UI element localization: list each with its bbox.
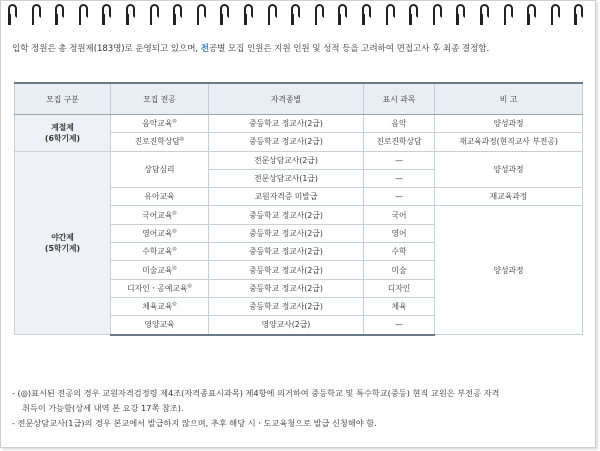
cert-cell: 중등학교 정교사(2급) <box>209 224 364 242</box>
binder-ring-icon <box>124 4 138 26</box>
major-cell: 영어교육◎ <box>111 224 209 242</box>
binder-ring-icon <box>148 4 162 26</box>
note-cell: 양성과정 <box>435 115 583 133</box>
major-cell: 유아교육 <box>111 188 209 206</box>
binder-ring-icon <box>100 4 114 26</box>
binder-ring-icon <box>313 4 327 26</box>
cert-cell: 전문상담교사(1급) <box>209 169 364 187</box>
intro-text <box>12 42 489 54</box>
table-row <box>15 115 583 133</box>
cert-cell: 중등학교 정교사(2급) <box>209 297 364 315</box>
major-cell: 수학교육◎ <box>111 243 209 261</box>
intro-part2: 공별 모집 인원은 지원 인원 및 성적 등을 고려하여 면접고사 후 최종 결정함. <box>208 44 490 54</box>
binder-ring-icon <box>242 4 256 26</box>
cert-cell: 중등학교 정교사(2급) <box>209 261 364 279</box>
binder-ring-icon <box>431 4 445 26</box>
cert-cell: 중등학교 정교사(2급) <box>209 243 364 261</box>
binder-ring-icon <box>53 4 67 26</box>
cert-cell: 중등학교 정교사(2급) <box>209 279 364 297</box>
header-note: 비 고 <box>435 83 583 115</box>
cert-cell: 중등학교 정교사(2급) <box>209 133 364 151</box>
group-evening: 야간제 (5학기제) <box>15 151 111 334</box>
footnote-1-continued: 취득이 가능함(상세 내역 본 요강 17쪽 참조). <box>22 403 184 413</box>
subject-cell: 국어 <box>364 206 435 224</box>
intro-part1: 입학 정원은 총 정원제(183명)로 운영되고 있으며, <box>12 44 201 54</box>
binder-ring-icon <box>407 4 421 26</box>
subject-cell: 체육 <box>364 297 435 315</box>
intro-highlight: 전 <box>200 44 209 54</box>
note-cell: 재교육과정 <box>435 188 583 206</box>
header-certificate: 자격종별 <box>209 83 364 115</box>
subject-cell: 디자인 <box>364 279 435 297</box>
major-cell: 영양교육 <box>111 316 209 335</box>
major-cell: 미술교육◎ <box>111 261 209 279</box>
major-cell: 상담심리 <box>111 151 209 188</box>
subject-cell: — <box>364 151 435 169</box>
binder-ring-icon <box>6 4 20 26</box>
subject-cell: — <box>364 316 435 335</box>
binder-ring-icon <box>360 4 374 26</box>
cert-cell: 중등학교 정교사(2급) <box>209 206 364 224</box>
subject-cell: 음악 <box>364 115 435 133</box>
binder-ring-icon <box>454 4 468 26</box>
major-cell: 디자인ㆍ공예교육◎ <box>111 279 209 297</box>
binder-ring-icon <box>525 4 539 26</box>
table-header-row <box>15 83 583 115</box>
subject-cell: — <box>364 169 435 187</box>
footnotes <box>12 386 499 431</box>
binder-ring-icon <box>77 4 91 26</box>
binder-ring-icon <box>384 4 398 26</box>
binder-ring-icon <box>336 4 350 26</box>
recruitment-table <box>14 82 583 336</box>
binder-rings <box>6 0 596 32</box>
note-cell: 양성과정 <box>435 151 583 188</box>
table-row <box>15 151 583 169</box>
group-seasonal: 계절제 (6학기제) <box>15 115 111 152</box>
subject-cell: — <box>364 188 435 206</box>
binder-ring-icon <box>195 4 209 26</box>
binder-ring-icon <box>502 4 516 26</box>
cert-cell: 교원자격증 미발급 <box>209 188 364 206</box>
binder-ring-icon <box>549 4 563 26</box>
binder-ring-icon <box>30 4 44 26</box>
binder-ring-icon <box>289 4 303 26</box>
footnote-2: - 전문상담교사(1급)의 경우 본교에서 발급하지 않으며, 추후 해당 시ㆍ도교육청으로 발급 신청해야 함. <box>12 418 377 428</box>
major-cell: 체육교육◎ <box>111 297 209 315</box>
binder-ring-icon <box>218 4 232 26</box>
binder-ring-icon <box>572 4 586 26</box>
cert-cell: 전문상담교사(2급) <box>209 151 364 169</box>
header-category: 모집 구분 <box>15 83 111 115</box>
major-cell: 국어교육◎ <box>111 206 209 224</box>
cert-cell: 영양교사(2급) <box>209 316 364 335</box>
footnote-1: - (◎)표시된 전공의 경우 교원자격검정령 제4조(자격종표시과목) 제4항에 의거하여 중등학교 및 특수학교(중등) 현직 교원은 부전공 자격 <box>12 388 500 398</box>
major-cell: 음악교육◎ <box>111 115 209 133</box>
subject-cell: 미술 <box>364 261 435 279</box>
note-cell: 재교육과정(현직교사 부전공) <box>435 133 583 151</box>
major-cell: 진로진학상담◎ <box>111 133 209 151</box>
header-subject: 표시 과목 <box>364 83 435 115</box>
binder-ring-icon <box>478 4 492 26</box>
subject-cell: 영어 <box>364 224 435 242</box>
binder-ring-icon <box>266 4 280 26</box>
subject-cell: 수학 <box>364 243 435 261</box>
cert-cell: 중등학교 정교사(2급) <box>209 115 364 133</box>
subject-cell: 진로진학상담 <box>364 133 435 151</box>
binder-ring-icon <box>171 4 185 26</box>
header-major: 모집 전공 <box>111 83 209 115</box>
note-cell: 양성과정 <box>435 206 583 335</box>
